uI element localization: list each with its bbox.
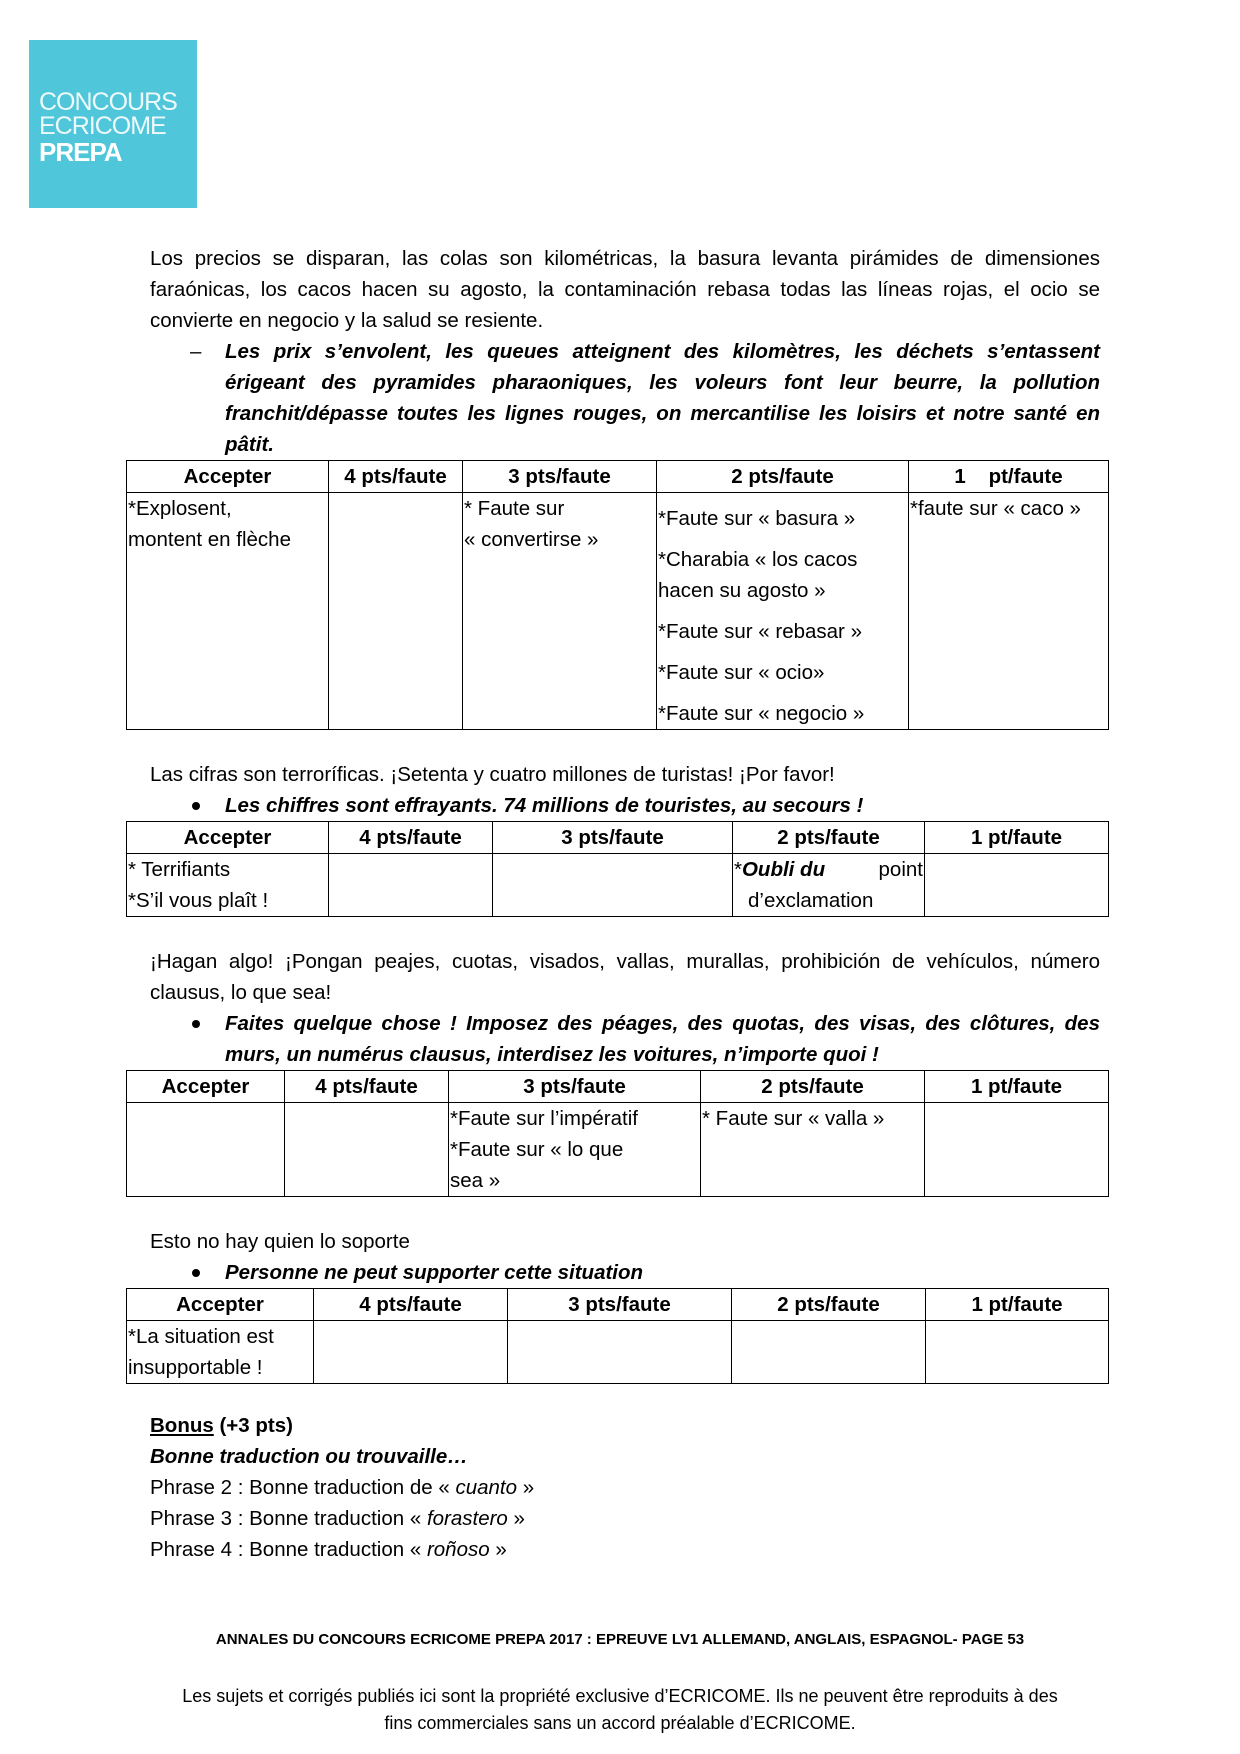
section-2: [128, 759, 1100, 917]
cell-accepter: *La situation est insupportable !: [127, 1321, 314, 1384]
grading-table: [126, 1070, 1109, 1197]
header-accepter: Accepter: [127, 1071, 285, 1103]
bullet-icon: [192, 1020, 200, 1028]
cell-2pts: *Oubli du point d’exclamation: [733, 854, 925, 917]
bullet-icon: [192, 1269, 200, 1277]
french-text: Personne ne peut supporter cette situation: [225, 1261, 644, 1284]
cell-3pts: [493, 854, 733, 917]
table-row: [127, 854, 1109, 917]
header-accepter: Accepter: [127, 1289, 314, 1321]
bonus-section: [150, 1410, 1100, 1565]
bonus-subtitle: Bonne traduction ou trouvaille…: [150, 1445, 468, 1468]
header-1pt: 1 pt/faute: [925, 822, 1109, 854]
cell-2pts: * Faute sur « valla »: [701, 1103, 925, 1197]
header-2pts: 2 pts/faute: [733, 822, 925, 854]
french-text: Faites quelque chose ! Imposez des péages, des quotas, des visas, des clôtures, des murs, un numérus clausus, interdisez les voitures, n’importe quoi !: [225, 1012, 1100, 1066]
header-3pts: 3 pts/faute: [493, 822, 733, 854]
cell-2pts: *Faute sur « basura » *Charabia « los cacos hacen su agosto » *Faute sur « rebasar » *Faute sur « ocio» *Faute sur « negocio »: [657, 493, 909, 730]
section-3: [150, 946, 1100, 1197]
cell-4pts: [314, 1321, 508, 1384]
header-accepter: Accepter: [127, 461, 329, 493]
cell-accepter: * Terrifiants *S’il vous plaît !: [127, 854, 329, 917]
header-4pts: 4 pts/faute: [329, 822, 493, 854]
header-1pt: 1 pt/faute: [909, 461, 1109, 493]
cell-1pt: *faute sur « caco »: [909, 493, 1109, 730]
table-header-row: [127, 822, 1109, 854]
header-4pts: 4 pts/faute: [285, 1071, 449, 1103]
table-row: [127, 493, 1109, 730]
french-translation: [150, 1257, 1100, 1288]
grading-table: [126, 460, 1109, 730]
header-accepter: Accepter: [127, 822, 329, 854]
cell-4pts: [285, 1103, 449, 1197]
table-header-row: [127, 461, 1109, 493]
cell-3pts: *Faute sur l’impératif *Faute sur « lo que sea »: [449, 1103, 701, 1197]
cell-3pts: * Faute sur « convertirse »: [463, 493, 657, 730]
page-footer-annales: ANNALES DU CONCOURS ECRICOME PREPA 2017 : EPREUVE LV1 ALLEMAND, ANGLAIS, ESPAGNOL- PAGE 53: [215, 1631, 1025, 1648]
dash-marker: –: [190, 340, 202, 363]
cell-1pt: [926, 1321, 1109, 1384]
header-1pt: 1 pt/faute: [926, 1289, 1109, 1321]
cell-1pt: [925, 1103, 1109, 1197]
cell-4pts: [329, 493, 463, 730]
header-3pts: 3 pts/faute: [449, 1071, 701, 1103]
header-4pts: 4 pts/faute: [329, 461, 463, 493]
table-row: [127, 1321, 1109, 1384]
bonus-item: Phrase 3 : Bonne traduction « forastero »: [150, 1507, 525, 1530]
french-translation: [150, 1008, 1100, 1070]
header-3pts: 3 pts/faute: [508, 1289, 732, 1321]
spanish-text: Las cifras son terroríficas. ¡Setenta y cuatro millones de turistas! ¡Por favor!: [150, 763, 835, 786]
spanish-text: ¡Hagan algo! ¡Pongan peajes, cuotas, visados, vallas, murallas, prohibición de vehículos, número clausus, lo que sea!: [150, 950, 1100, 1004]
french-text: Les chiffres sont effrayants. 74 millions de touristes, au secours !: [225, 794, 864, 817]
grading-table: [126, 821, 1109, 917]
cell-accepter: [127, 1103, 285, 1197]
page-footer-copyright: Les sujets et corrigés publiés ici sont la propriété exclusive d’ECRICOME. Ils ne peuvent être reproduits à des fins commerciales sans un accord préalable d’ECRICOME.: [182, 1686, 1058, 1733]
table-header-row: [127, 1289, 1109, 1321]
cell-1pt: [925, 854, 1109, 917]
spanish-text: Esto no hay quien lo soporte: [150, 1230, 410, 1253]
header-2pts: 2 pts/faute: [701, 1071, 925, 1103]
section-1: [128, 243, 1100, 730]
header-1pt: 1 pt/faute: [925, 1071, 1109, 1103]
cell-4pts: [329, 854, 493, 917]
cell-3pts: [508, 1321, 732, 1384]
french-text: Les prix s’envolent, les queues atteignent des kilomètres, les déchets s’entassent érigeant des pyramides pharaoniques, les voleurs font leur beurre, la pollution franchit/dépasse toutes les lignes rouges, on mercantilise les loisirs et notre santé en pâtit.: [225, 340, 1100, 456]
header-4pts: 4 pts/faute: [314, 1289, 508, 1321]
table-row: [127, 1103, 1109, 1197]
logo-line-1: CONCOURS: [39, 88, 177, 116]
french-translation: [150, 790, 1100, 821]
bonus-item: Phrase 2 : Bonne traduction de « cuanto »: [150, 1476, 535, 1499]
spanish-text: Los precios se disparan, las colas son kilométricas, la basura levanta pirámides de dimensiones faraónicas, los cacos hacen su agosto, la contaminación rebasa todas las líneas rojas, el ocio se convierte en negocio y la salud se resiente.: [150, 247, 1100, 332]
header-3pts: 3 pts/faute: [463, 461, 657, 493]
bonus-title: Bonus (+3 pts): [150, 1414, 293, 1437]
logo-line-3: PREPA: [39, 137, 122, 167]
cell-2pts: [732, 1321, 926, 1384]
french-translation: [150, 336, 1100, 460]
table-header-row: [127, 1071, 1109, 1103]
header-2pts: 2 pts/faute: [657, 461, 909, 493]
bonus-item: Phrase 4 : Bonne traduction « roñoso »: [150, 1538, 507, 1561]
page-content: [128, 243, 1100, 1565]
grading-table: [126, 1288, 1109, 1384]
section-4: [128, 1226, 1100, 1384]
concours-ecricome-logo: [29, 40, 197, 208]
header-2pts: 2 pts/faute: [732, 1289, 926, 1321]
bullet-icon: [192, 802, 200, 810]
cell-accepter: *Explosent, montent en flèche: [127, 493, 329, 730]
logo-line-2: ECRICOME: [39, 112, 166, 140]
